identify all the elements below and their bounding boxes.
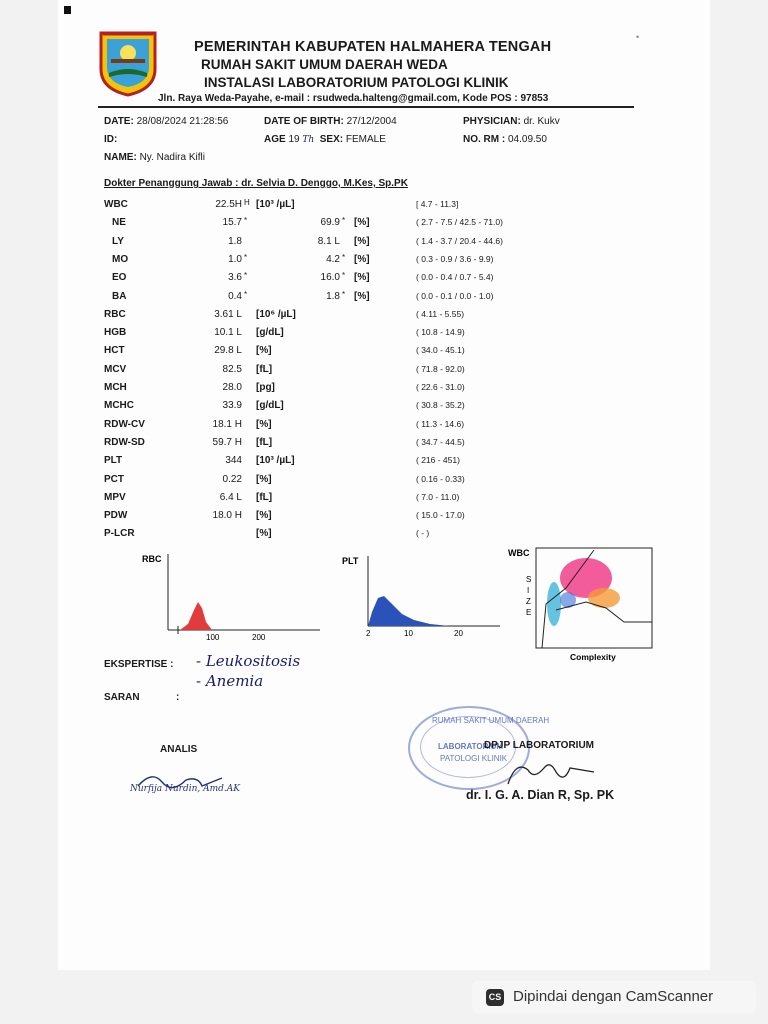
result-reference-range: ( 34.0 - 45.1) — [416, 345, 465, 355]
result-percent-flag: * — [342, 216, 346, 225]
svg-text:Z: Z — [526, 597, 531, 606]
saran-colon: : — [176, 692, 180, 703]
result-value: 18.0 H — [212, 510, 242, 521]
result-reference-range: ( 216 - 451) — [416, 455, 460, 465]
result-name: LY — [112, 236, 124, 247]
result-unit: [fL] — [256, 492, 273, 503]
result-reference-range: ( 7.0 - 11.0) — [416, 492, 460, 502]
scan-dot: • — [636, 32, 640, 42]
wbc-x-label: Complexity — [570, 652, 616, 662]
medical-record-field: NO. RM : 04.09.50 — [463, 134, 547, 145]
dpjp-label: DPJP LABORATORIUM — [484, 740, 595, 751]
responsible-doctor: Dokter Penanggung Jawab : dr. Selvia D. Denggo, M.Kes, Sp.PK — [104, 178, 408, 189]
expertise-line-1: - Leukositosis — [196, 652, 301, 670]
result-unit: [fL] — [256, 364, 273, 375]
result-reference-range: ( 0.3 - 0.9 / 3.6 - 9.9) — [416, 254, 494, 264]
stamp-middle-text: LABORATORIUM — [438, 742, 504, 751]
stamp-top-text: RUMAH SAKIT UMUM DAERAH — [432, 716, 550, 725]
rbc-tick-100: 100 — [206, 633, 220, 642]
result-name: P-LCR — [104, 528, 135, 539]
header-address: Jln. Raya Weda-Payahe, e-mail : rsudweda.halteng@gmail.com, Kode POS : 97853 — [158, 93, 549, 104]
result-reference-range: ( 2.7 - 7.5 / 42.5 - 71.0) — [416, 217, 503, 227]
rbc-histogram-label: RBC — [142, 554, 162, 564]
result-name: EO — [112, 272, 127, 283]
result-percent-flag: * — [342, 253, 346, 262]
result-name: MCHC — [104, 400, 134, 411]
result-unit: [%] — [256, 510, 272, 521]
result-unit: [%] — [256, 419, 272, 430]
result-value: 1.0 — [228, 254, 242, 265]
plt-histogram — [340, 552, 510, 642]
svg-text:S: S — [526, 575, 532, 584]
result-unit: [g/dL] — [256, 400, 284, 411]
result-unit: [%] — [256, 528, 272, 539]
result-reference-range: ( 1.4 - 3.7 / 20.4 - 44.6) — [416, 236, 503, 246]
result-percent-flag: * — [342, 290, 346, 299]
result-name: BA — [112, 291, 127, 302]
result-reference-range: ( 34.7 - 44.5) — [416, 437, 465, 447]
age-sex-field: AGE 19 Th SEX: FEMALE — [264, 134, 386, 145]
result-percent-unit: [%] — [354, 272, 370, 283]
wbc-scatter-label: WBC — [508, 548, 530, 558]
result-reference-range: ( 10.8 - 14.9) — [416, 327, 465, 337]
dob-field: DATE OF BIRTH: 27/12/2004 — [264, 116, 397, 127]
result-flag: * — [244, 216, 248, 225]
result-name: MCH — [104, 382, 127, 393]
result-reference-range: ( 71.8 - 92.0) — [416, 364, 465, 374]
id-label: ID: — [104, 134, 118, 145]
result-percent: 8.1 L — [317, 236, 340, 247]
result-value: 0.4 — [228, 291, 242, 302]
scan-corner-mark — [64, 6, 71, 14]
regency-logo — [97, 29, 159, 97]
result-percent-unit: [%] — [354, 236, 370, 247]
result-flag: * — [244, 290, 248, 299]
result-unit: [%] — [256, 474, 272, 485]
result-name: MO — [112, 254, 129, 265]
result-value: 15.7 — [222, 217, 242, 228]
result-value: 82.5 — [222, 364, 242, 375]
result-value: 18.1 H — [212, 419, 242, 430]
expertise-label: EKSPERTISE : — [104, 659, 174, 670]
result-name: HGB — [104, 327, 127, 338]
camscanner-text: Dipindai dengan CamScanner — [513, 988, 714, 1005]
result-value: 3.6 — [228, 272, 242, 283]
result-name: MCV — [104, 364, 127, 375]
result-name: PDW — [104, 510, 128, 521]
result-name: MPV — [104, 492, 126, 503]
result-flag: H — [244, 198, 250, 207]
result-reference-range: ( 0.0 - 0.4 / 0.7 - 5.4) — [416, 272, 494, 282]
wbc-scatterplot — [506, 544, 656, 666]
rbc-curve — [168, 602, 212, 630]
plt-tick-20: 20 — [454, 629, 463, 638]
result-percent: 69.9 — [320, 217, 340, 228]
header-installation: INSTALASI LABORATORIUM PATOLOGI KLINIK — [204, 75, 509, 90]
svg-text:E: E — [526, 608, 532, 617]
analis-label: ANALIS — [160, 744, 198, 755]
analis-signature-stroke — [132, 768, 228, 798]
plt-curve — [368, 596, 450, 626]
result-value: 28.0 — [222, 382, 242, 393]
rbc-histogram — [140, 550, 330, 642]
result-name: WBC — [104, 199, 128, 210]
plt-tick-10: 10 — [404, 629, 413, 638]
result-value: 344 — [225, 455, 242, 466]
result-percent-unit: [%] — [354, 291, 370, 302]
result-value: 59.7 H — [212, 437, 242, 448]
result-value: 0.22 — [222, 474, 242, 485]
document-page — [58, 0, 710, 970]
plt-histogram-label: PLT — [342, 556, 359, 566]
header-hospital: RUMAH SAKIT UMUM DAERAH WEDA — [201, 57, 448, 72]
result-unit: [pg] — [256, 382, 275, 393]
result-unit: [fL] — [256, 437, 273, 448]
header-government: PEMERINTAH KABUPATEN HALMAHERA TENGAH — [194, 39, 552, 55]
result-value: 6.4 L — [219, 492, 242, 503]
result-percent: 4.2 — [326, 254, 340, 265]
result-name: RDW-CV — [104, 419, 145, 430]
result-reference-range: ( 30.8 - 35.2) — [416, 400, 465, 410]
result-name: RDW-SD — [104, 437, 145, 448]
result-name: PCT — [104, 474, 124, 485]
result-flag: * — [244, 253, 248, 262]
result-unit: [10³ /µL] — [256, 199, 295, 210]
result-unit: [%] — [256, 345, 272, 356]
result-reference-range: ( 15.0 - 17.0) — [416, 510, 465, 520]
result-name: RBC — [104, 309, 126, 320]
rbc-tick-200: 200 — [252, 633, 266, 642]
result-flag: * — [244, 271, 248, 280]
plt-tick-2: 2 — [366, 629, 371, 638]
saran-label: SARAN — [104, 692, 140, 703]
result-percent-unit: [%] — [354, 217, 370, 228]
analis-signature: Nurfija Nurdin, Amd.AK — [130, 784, 241, 794]
result-reference-range: ( 0.16 - 0.33) — [416, 474, 465, 484]
result-value: 33.9 — [222, 400, 242, 411]
result-unit: [10⁶ /µL] — [256, 309, 296, 320]
result-unit: [10³ /µL] — [256, 455, 295, 466]
physician-field: PHYSICIAN: dr. Kukv — [463, 116, 560, 127]
result-percent-unit: [%] — [354, 254, 370, 265]
result-name: PLT — [104, 455, 123, 466]
result-unit: [g/dL] — [256, 327, 284, 338]
dpjp-doctor-name: dr. I. G. A. Dian R, Sp. PK — [466, 788, 615, 802]
result-reference-range: ( 11.3 - 14.6) — [416, 419, 465, 429]
result-percent: 1.8 — [326, 291, 340, 302]
result-reference-range: ( 4.11 - 5.55) — [416, 309, 465, 319]
result-value: 3.61 L — [214, 309, 242, 320]
name-field: NAME: Ny. Nadira Kifli — [104, 152, 205, 163]
result-name: HCT — [104, 345, 125, 356]
date-field: DATE: 28/08/2024 21:28:56 — [104, 116, 229, 127]
header-divider — [98, 106, 634, 108]
result-percent-flag: * — [342, 271, 346, 280]
svg-text:I: I — [527, 586, 530, 595]
stamp-bottom-text: PATOLOGI KLINIK — [440, 754, 508, 763]
result-reference-range: ( 22.6 - 31.0) — [416, 382, 465, 392]
result-value: 10.1 L — [214, 327, 242, 338]
result-value: 22.5H — [215, 199, 242, 210]
expertise-line-2: - Anemia — [196, 672, 264, 690]
result-value: 29.8 L — [214, 345, 242, 356]
result-percent: 16.0 — [320, 272, 340, 283]
camscanner-logo-icon: CS — [486, 989, 504, 1006]
result-reference-range: [ 4.7 - 11.3] — [416, 199, 459, 209]
result-reference-range: ( - ) — [416, 528, 430, 538]
result-name: NE — [112, 217, 126, 228]
result-value: 1.8 — [228, 236, 242, 247]
result-reference-range: ( 0.0 - 0.1 / 0.0 - 1.0) — [416, 291, 494, 301]
